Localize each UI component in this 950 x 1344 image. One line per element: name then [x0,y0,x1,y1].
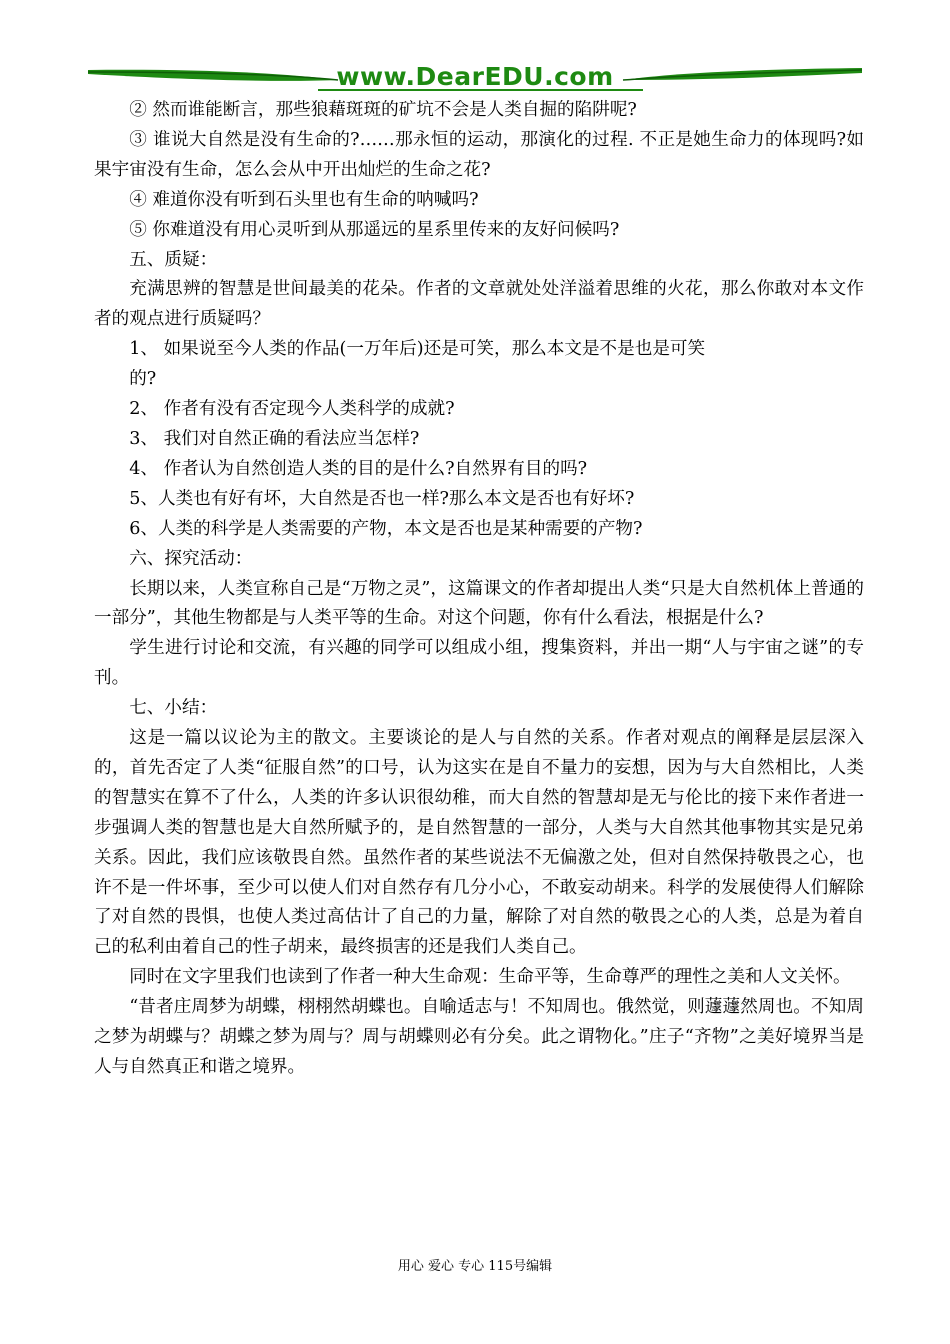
doubt-item-1-continued: 的? [129,369,157,390]
site-logo-text: www.DearEDU.com [336,62,614,91]
doubt-item-6: 6、人类的科学是人类需要的产物，本文是否也是某种需要的产物? [129,518,643,539]
paragraph-activity: 长期以来，人类宣称自己是“万物之灵”，这篇课文的作者却提出人类“只是大自然机体上普通的一部分”，其他生物都是与人类平等的生命。对这个问题，你有什么看法，根据是什么? [94,578,864,629]
paragraph-question-3: ③ 谁说大自然是没有生命的?……那永恒的运动，那演化的过程. 不正是她生命力的体现吗?如果宇宙没有生命，怎么会从中开出灿烂的生命之花? [94,129,864,180]
section-heading-5: 五、质疑： [129,249,218,270]
doubt-item-3: 3、 我们对自然正确的看法应当怎样? [129,428,420,449]
page-footer: 用心 爱心 专心 115号编辑 [397,1259,553,1274]
paragraph-question-4: ④ 难道你没有听到石头里也有生命的呐喊吗? [129,189,479,210]
section-heading-6: 六、探究活动： [129,548,253,569]
doubt-item-4: 4、 作者认为自然创造人类的目的是什么?自然界有目的吗? [129,458,588,479]
paragraph-question-2: ② 然而谁能断言，那些狼藉斑斑的矿坑不会是人类自掘的陷阱呢? [129,100,637,120]
doubt-item-1: 1、 如果说至今人类的作品(一万年后)还是可笑，那么本文是不是也是可笑 [129,339,706,360]
doubt-item-5: 5、人类也有好有坏，大自然是否也一样?那么本文是否也有好坏? [129,488,635,509]
doubt-item-2: 2、 作者有没有否定现今人类科学的成就? [129,399,455,420]
paragraph-doubt-intro: 充满思辨的智慧是世间最美的花朵。作者的文章就处处洋溢着思维的火花，那么你敢对本文作者的观点进行质疑吗？ [94,279,864,330]
paragraph-zhuangzi-quote: “昔者庄周梦为胡蝶，栩栩然胡蝶也。自喻适志与！不知周也。俄然觉，则蘧蘧然周也。不知周之梦为胡蝶与？胡蝶之梦为周与？周与胡蝶则必有分矣。此之谓物化。”庄子“齐物”之美好境界当是人与自然真正和谐之境界。 [94,997,864,1077]
paragraph-summary: 这是一篇以议论为主的散文。主要谈论的是人与自然的关系。作者对观点的阐释是层层深入的，首先否定了人类“征服自然”的口号，认为这实在是自不量力的妄想，因为与大自然相比，人类的智慧实在算不了什么，人类的许多认识很幼稚，而大自然的智慧却是无与伦比的接下来作者进一步强调人类的智慧也是大自然所赋予的，是自然智慧的一部分，人类与大自然其他事物其实是兄弟关系。因此，我们应该敬畏自然。虽然作者的某些说法不无偏激之处，但对自然保持敬畏之心，也许不是一件坏事，至少可以使人们对自然存有几分小心，不敢妄动胡来。科学的发展使得人们解除了对自然的畏惧，也使人类过高估计了自己的力量，解除了对自然的敬畏之心的人类，总是为着自己的私利由着自己的性子胡来，最终损害的还是我们人类自己。 [94,728,864,958]
paragraph-question-5: ⑤ 你难道没有用心灵听到从那遥远的星系里传来的友好问候吗? [129,219,620,240]
document-body [94,96,864,1083]
site-header [88,60,862,94]
section-heading-7: 七、小结： [129,698,218,719]
paragraph-activity-task: 学生进行讨论和交流，有兴趣的同学可以组成小组，搜集资料，并出一期“人与宇宙之谜”的专刊。 [94,638,864,689]
paragraph-life-view: 同时在文字里我们也读到了作者一种大生命观：生命平等，生命尊严的理性之美和人文关怀。 [129,967,851,988]
